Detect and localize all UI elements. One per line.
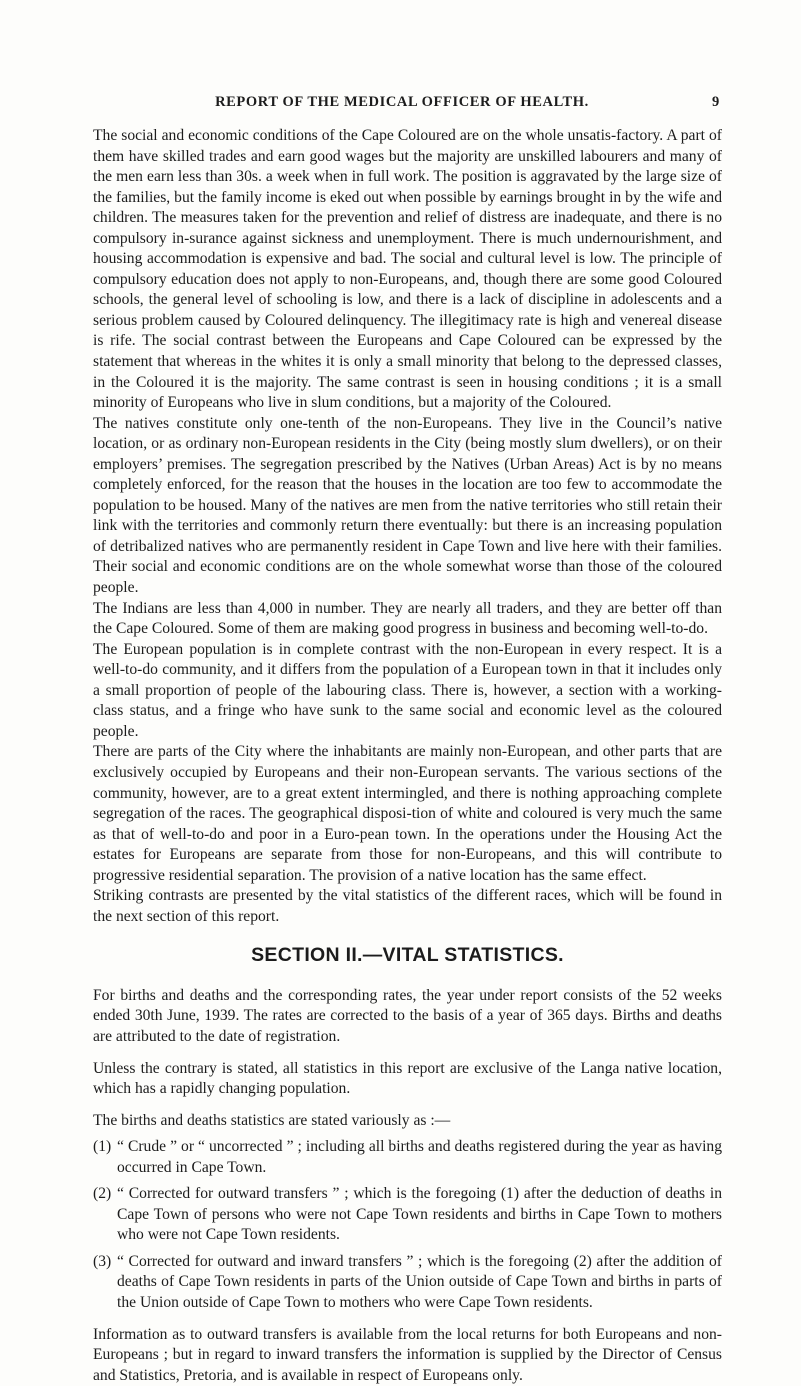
paragraph-statistics-stated: The births and deaths statistics are stated variously as :—: [93, 1111, 451, 1129]
list-text: “ Crude ” or “ uncorrected ” ; including all births and deaths registered during the year as having occurred in Cape Town.: [117, 1138, 722, 1176]
list-item: [93, 1137, 722, 1178]
paragraph-natives: The natives constitute only one-tenth of the non-Europeans. They live in the Council’s native location, or as ordinary non-European residents in the City (being mostly slum dwellers), or on their employers’ premises. The segregation prescribed by the Natives (Urban Areas) Act is by no means completely enforced, for the reason that the houses in the location are too few to accommodate the population to be housed. Many of the natives are men from the native territories who still retain their link with the territories and commonly return there eventually: but there is an increasing population of detribalized natives who are permanently resident in Cape Town and live here with their families. Their social and economic conditions are on the whole somewhat worse than those of the coloured people.: [93, 414, 722, 597]
paragraph-european-population: The European population is in complete contrast with the non-European in every respect. It is a well-to-do community, and it differs from the population of a European town in that it includes only a small proportion of people of the labouring class. There is, however, a section with a working-class status, and a fringe who have sunk to the same social and economic level as the coloured people.: [93, 640, 722, 740]
paragraph-cape-coloured: The social and economic conditions of the Cape Coloured are on the whole unsatis-factory. A part of them have skilled trades and earn good wages but the majority are unskilled labourers and many of the men earn less than 30s. a week when in full work. The position is aggravated by the large size of the families, but the family income is eked out when possible by earnings brought in by the wife and children. The measures taken for the prevention and relief of distress are inadequate, and there is no compulsory in-surance against sickness and unemployment. There is much undernourishment, and housing accommodation is expensive and bad. The social and cultural level is low. The principle of compulsory education does not apply to non-Europeans, and, though there are some good Coloured schools, the general level of schooling is low, and there is a lack of discipline in adolescents and a serious problem caused by Coloured delinquency. The illegitimacy rate is high and venereal disease is rife. The social contrast between the Europeans and Cape Coloured can be expressed by the statement that whereas in the whites it is only a small minority that belong to the depressed classes, in the Coloured it is the majority. The same contrast is seen in housing conditions ; it is a small minority of Europeans who live in slum conditions, but a majority of the Coloured.: [93, 127, 722, 412]
paragraph-striking-contrasts: Striking contrasts are presented by the vital statistics of the different races, which will be found in the next section of this report.: [93, 887, 722, 925]
paragraph-births-deaths-period: For births and deaths and the corresponding rates, the year under report consists of the 52 weeks ended 30th June, 1939. The rates are corrected to the basis of a year of 365 days. Births and deaths are attributed to the date of registration.: [93, 986, 722, 1045]
list-number: (3): [93, 1252, 112, 1270]
paragraph-city-parts: There are parts of the City where the inhabitants are mainly non-European, and other parts that are exclusively occupied by Europeans and their non-European servants. The various sections of the community, however, are to a great extent intermingled, and there is nothing approaching complete segregation of the races. The geographical disposi-tion of white and coloured is very much the same as that of well-to-do and poor in a Euro-pean town. In the operations under the Housing Act the estates for Europeans are separate from those for non-Europeans, and this will contribute to progressive residential separation. The provision of a native location has the same effect.: [93, 743, 722, 884]
list-text: “ Corrected for outward transfers ” ; which is the foregoing (1) after the deduction of deaths in Cape Town of persons who were not Cape Town residents and births in Cape Town to mothers who were not Cape Town residents.: [117, 1185, 722, 1244]
body-text: [93, 126, 722, 1386]
running-title: REPORT OF THE MEDICAL OFFICER OF HEALTH.: [215, 94, 589, 110]
list-number: (2): [93, 1185, 112, 1203]
running-header: [0, 94, 801, 114]
section-heading: SECTION II.—VITAL STATISTICS.: [251, 944, 564, 967]
page-number: 9: [712, 94, 720, 110]
paragraph-langa-exclusion: Unless the contrary is stated, all statistics in this report are exclusive of the Langa native location, which has a rapidly changing population.: [93, 1059, 722, 1098]
paragraph-transfer-information: Information as to outward transfers is available from the local returns for both Europeans and non-Europeans ; but in regard to inward transfers the information is supplied by the Director of Census and Statistics, Pretoria, and is available in respect of Europeans only.: [93, 1325, 722, 1384]
paragraph-indians: The Indians are less than 4,000 in number. They are nearly all traders, and they are better off than the Cape Coloured. Some of them are making good progress in business and becoming well-to-do.: [93, 599, 722, 638]
list-number: (1): [93, 1138, 112, 1156]
list-text: “ Corrected for outward and inward transfers ” ; which is the foregoing (2) after the addition of deaths of Cape Town residents in parts of the Union outside of Cape Town and births in parts of the Union outside of Cape Town to mothers who were Cape Town residents.: [117, 1252, 722, 1311]
list-item: [93, 1252, 722, 1314]
list-item: [93, 1184, 722, 1246]
